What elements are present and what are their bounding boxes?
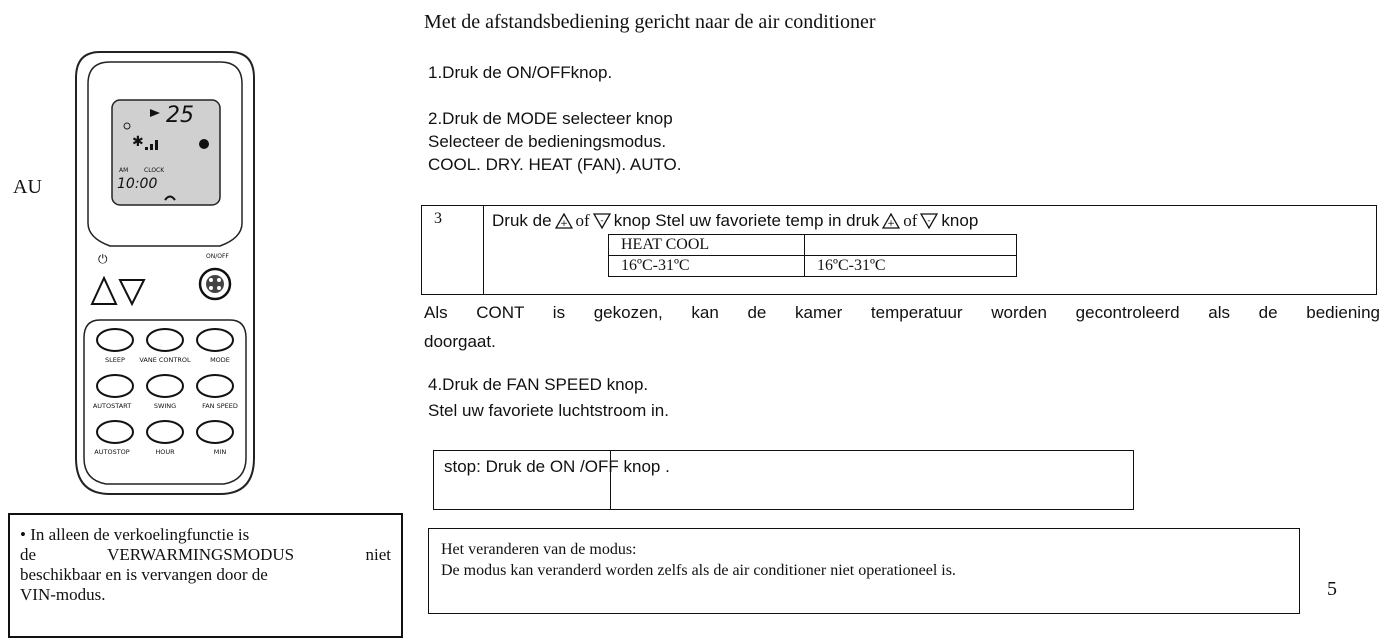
step-3-text bbox=[492, 211, 978, 231]
step-3-text-c: knop bbox=[941, 211, 979, 230]
temp-down-icon bbox=[593, 213, 611, 229]
svg-text:+: + bbox=[887, 219, 896, 229]
mode-note-title: Het veranderen van de modus: bbox=[441, 541, 637, 558]
temperature-range-table bbox=[608, 234, 1017, 277]
svg-text:-: - bbox=[600, 216, 604, 226]
step-1: 1.Druk de ON/OFFknop. bbox=[428, 63, 613, 82]
svg-text:SWING: SWING bbox=[153, 402, 177, 410]
svg-text:10:00: 10:00 bbox=[117, 176, 158, 192]
temp-down-icon bbox=[920, 213, 938, 229]
svg-text:ON/OFF: ON/OFF bbox=[206, 253, 229, 260]
svg-text:VANE CONTROL: VANE CONTROL bbox=[139, 356, 191, 364]
stop-box bbox=[433, 450, 1134, 510]
mode-note-text: De modus kan veranderd worden zelfs als de air conditioner niet operationeel is. bbox=[441, 562, 956, 579]
page-number: 5 bbox=[1327, 578, 1337, 600]
table-row bbox=[609, 235, 1017, 256]
table-cell: 16ºC-31ºC bbox=[609, 256, 805, 277]
step-3-of: of bbox=[575, 211, 590, 230]
step-4-instruction: Stel uw favoriete luchtstroom in. bbox=[428, 401, 669, 420]
svg-text:-: - bbox=[927, 216, 932, 226]
svg-text:FAN SPEED: FAN SPEED bbox=[202, 402, 238, 410]
step-3-of: of bbox=[903, 211, 918, 230]
svg-text:⏻: ⏻ bbox=[98, 252, 108, 266]
svg-text:MODE: MODE bbox=[210, 356, 230, 364]
lcd-temp: 25 bbox=[166, 103, 194, 128]
heating-mode-note bbox=[8, 513, 403, 638]
svg-text:✱: ✱ bbox=[132, 134, 144, 150]
mode-change-note bbox=[428, 528, 1300, 614]
step-2-modes: COOL. DRY. HEAT (FAN). AUTO. bbox=[428, 155, 682, 174]
step-2-title: 2.Druk de MODE selecteer knop bbox=[428, 109, 673, 128]
table-cell: HEAT COOL bbox=[609, 235, 805, 256]
step-3-table bbox=[421, 205, 1377, 295]
stop-text: stop: Druk de ON /OFF knop . bbox=[444, 457, 670, 476]
note-line: beschikbaar en is vervangen door de bbox=[20, 565, 268, 584]
svg-text:HOUR: HOUR bbox=[155, 448, 175, 456]
cont-text-line: Als CONT is gekozen, kan de kamer temperatuur worden gecontroleerd als de bediening bbox=[424, 303, 1380, 322]
temp-up-icon bbox=[882, 213, 900, 229]
step-4-title: 4.Druk de FAN SPEED knop. bbox=[428, 375, 649, 394]
svg-text:CLOCK: CLOCK bbox=[144, 167, 165, 174]
svg-text:AUTOSTOP: AUTOSTOP bbox=[94, 448, 130, 456]
svg-text:AUTOSTART: AUTOSTART bbox=[92, 402, 132, 410]
step-3-text-b: knop Stel uw favoriete temp in druk bbox=[613, 211, 880, 230]
svg-text:SLEEP: SLEEP bbox=[105, 356, 125, 364]
svg-text:MIN: MIN bbox=[213, 448, 227, 456]
step-2-instruction: Selecteer de bedieningsmodus. bbox=[428, 132, 667, 151]
table-row bbox=[609, 256, 1017, 277]
step-3-text-a: Druk de bbox=[492, 211, 552, 230]
note-line: • In alleen de verkoelingfunctie is bbox=[20, 525, 250, 544]
note-line: VIN-modus. bbox=[20, 585, 106, 604]
cont-text-line: doorgaat. bbox=[424, 332, 496, 351]
temp-up-icon bbox=[555, 213, 573, 229]
remote-control-illustration bbox=[70, 48, 260, 498]
step-3-number: 3 bbox=[434, 210, 442, 227]
au-label: AU bbox=[13, 176, 42, 198]
intro-text: Met de afstandsbediening gericht naar de air conditioner bbox=[424, 11, 876, 33]
svg-text:AM: AM bbox=[119, 167, 129, 174]
table-cell: 16ºC-31ºC bbox=[805, 256, 1017, 277]
note-line: de VERWARMINGSMODUS niet bbox=[20, 545, 391, 564]
svg-text:+: + bbox=[559, 219, 568, 229]
table-cell bbox=[805, 235, 1017, 256]
